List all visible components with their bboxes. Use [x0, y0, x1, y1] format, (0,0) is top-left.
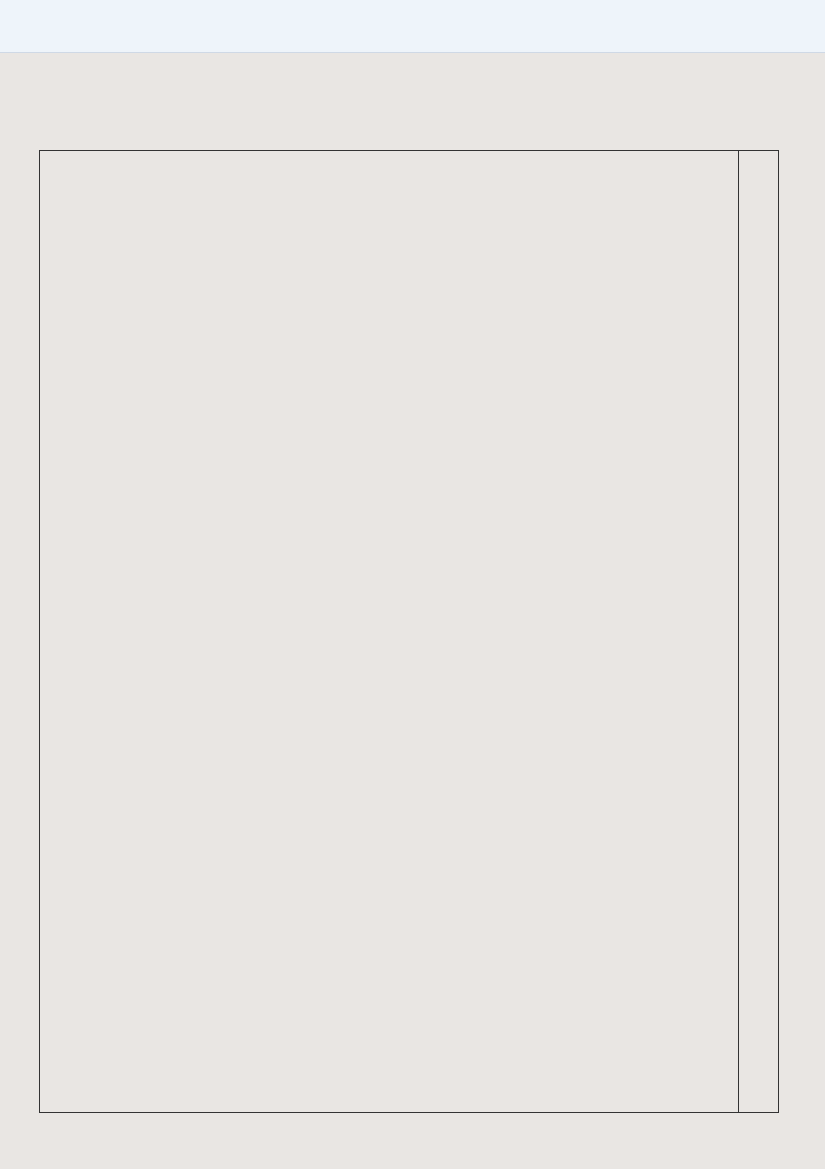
questions-table	[39, 150, 779, 1113]
page-header	[0, 0, 825, 53]
number-column-divider	[738, 151, 739, 1112]
